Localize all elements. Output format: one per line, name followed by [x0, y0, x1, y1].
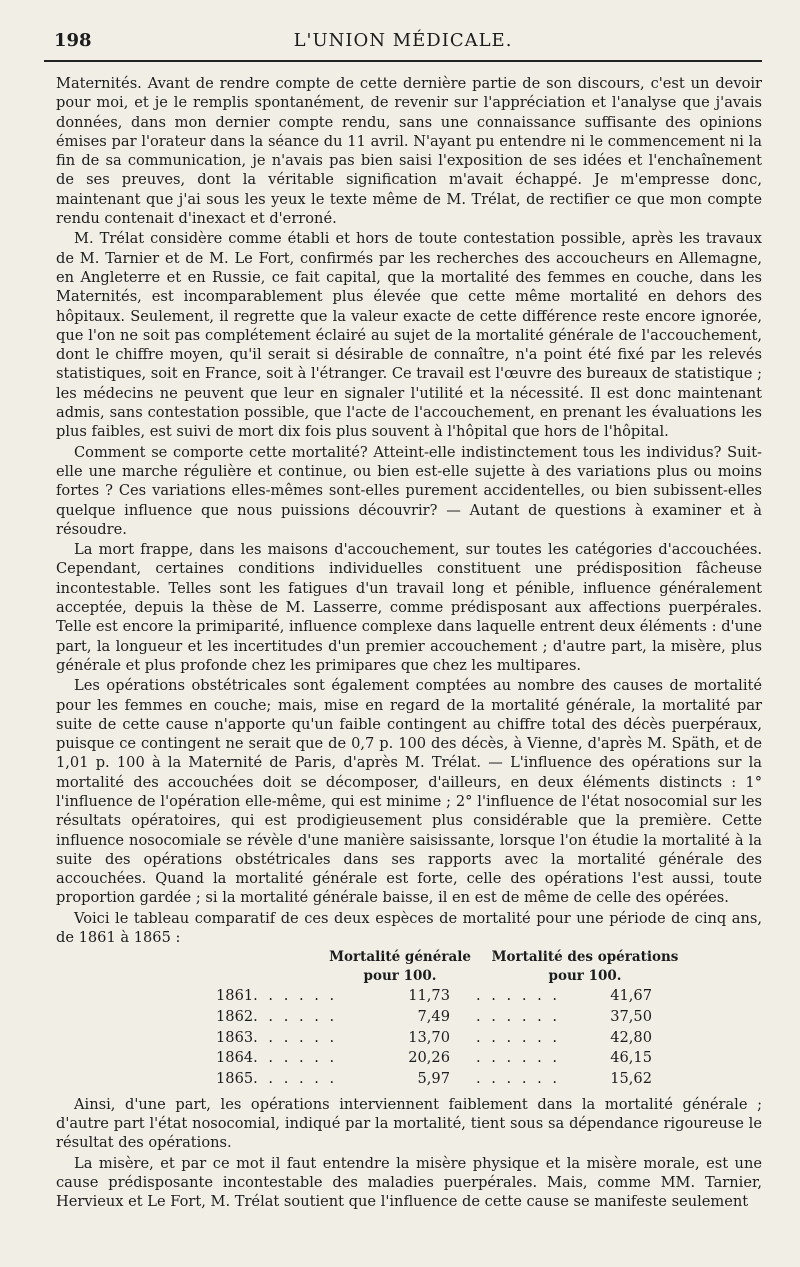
body-text: [56, 74, 762, 1213]
column-unit-general: pour 100.: [363, 968, 437, 985]
paragraph: La mort frappe, dans les maisons d'accouchement, sur toutes les catégories d'accouchées. Cependant, certaines conditions individuelles constituent une prédisposition fâcheuse incontestable. Telles sont les fatigues d'un travail long et pénible, influence généralement acceptée, depuis la thèse de M. Lasserre, comme prédisposant aux affections puerpérales. Telle est encore la primiparité, influence complexe dans laquelle entrent deux éléments : d'une part, la longueur et les incertitudes d'un premier accouchement ; d'autre part, la misère, plus générale et plus profonde chez les primipares que chez les multipares.: [56, 541, 762, 674]
paragraph: Comment se comporte cette mortalité? Atteint-elle indistinctement tous les individus? Suit-elle une marche régulière et continue, ou bien est-elle sujette à des variations plus ou moins fortes ? Ces variations elles-mêmes sont-elles purement accidentelles, ou bien subissent-elles quelque influence que nous puissions découvrir? — Autant de questions à examiner et à résoudre.: [56, 443, 762, 538]
table-row: [56, 986, 762, 1007]
table-row: [56, 1069, 762, 1090]
running-head: L'UNION MÉDICALE.: [293, 30, 513, 51]
paragraph: Ainsi, d'une part, les opérations interviennent faiblement dans la mortalité générale ; d'autre part l'état nosocomial, indiqué par la mortalité, tient sous sa dépendance rigoureuse le résultat des opérations.: [56, 1095, 762, 1152]
column-header-operations: Mortalité des opérations: [491, 949, 679, 966]
table-row: [56, 1028, 762, 1049]
paragraph: Les opérations obstétricales sont également comptées au nombre des causes de mortalité pour les femmes en couche; mais, mise en regard de la mortalité générale, la mortalité par suite de cette cause n'apporte qu'un faible contingent au chiffre total des décès puerpéraux, puisque ce contingent ne serait que de 0,7 p. 100 des décès, à Vienne, d'après M. Späth, et de 1,01 p. 100 à la Maternité de Paris, d'après M. Trélat. — L'influence des opérations sur la mortalité des accouchées doit se décomposer, d'ailleurs, en deux éléments distincts : 1° l'influence de l'opération elle-même, qui est minime ; 2° l'influence de l'état nosocomial sur les résultats opératoires, qui est prodigieusement plus considérable que la première. Cette influence nosocomiale se révèle d'une manière saisissante, lorsque l'on étudie la mortalité à la suite des opérations obstétricales dans ses rapports avec la mortalité générale des accouchées. Quand la mortalité générale est forte, celle des opérations l'est aussi, toute proportion gardée ; si la mortalité générale baisse, il en est de même de celle des opérées.: [56, 677, 762, 907]
column-unit-operations: pour 100.: [548, 968, 622, 985]
row-operations-value: 15,62: [610, 1070, 652, 1088]
row-leader-dots: . . . . . .: [253, 1049, 338, 1067]
table-row: [56, 1048, 762, 1069]
row-leader-dots: . . . . . .: [476, 1070, 561, 1088]
row-leader-dots: . . . . . .: [476, 987, 561, 1005]
row-general-value: 5,97: [417, 1070, 450, 1088]
row-year: 1865: [216, 1070, 254, 1088]
paragraph: Voici le tableau comparatif de ces deux espèces de mortalité pour une période de cinq ans, de 1861 à 1865 :: [56, 909, 762, 947]
row-year: 1862: [216, 1008, 254, 1026]
page-number: 198: [54, 30, 92, 51]
table-row: [56, 1007, 762, 1028]
row-year: 1861: [216, 987, 254, 1005]
row-leader-dots: . . . . . .: [476, 1008, 561, 1026]
paragraph: Maternités. Avant de rendre compte de cette dernière partie de son discours, c'est un devoir pour moi, et je le remplis spontanément, de revenir sur l'appréciation et l'analyse que j'avais données, dans mon dernier compte rendu, sans une connaissance suffisante des opinions émises par l'orateur dans la séance du 11 avril. N'ayant pu entendre ni le commencement ni la fin de sa communication, je n'avais pas bien saisi l'exposition de ses idées et l'enchaînement de ses preuves, dont la véritable signification m'avait échappé. Je m'empresse donc, maintenant que j'ai sous les yeux le texte même de M. Trélat, de rectifier ce que mon compte rendu contenait d'inexact et d'erroné.: [56, 75, 762, 228]
row-leader-dots: . . . . . .: [476, 1028, 561, 1046]
row-leader-dots: . . . . . .: [253, 1070, 338, 1088]
page-header: [44, 26, 762, 62]
row-general-value: 11,73: [408, 987, 450, 1005]
paragraph: M. Trélat considère comme établi et hors de toute contestation possible, après les travaux de M. Tarnier et de M. Le Fort, confirmés par les recherches des accoucheurs en Allemagne, en Angleterre et en Russie, ce fait capital, que la mortalité des femmes en couche, dans les Maternités, est incomparablement plus élevée que cette même mortalité en dehors des hôpitaux. Seulement, il regrette que la valeur exacte de cette différence reste encore ignorée, que l'on ne soit pas complétement éclairé au sujet de la mortalité générale de l'accouchement, dont le chiffre moyen, qu'il serait si désirable de connaître, n'a point été fixé par les relevés statistiques, soit en France, soit à l'étranger. Ce travail est l'œuvre des bureaux de statistique ; les médecins ne peuvent que leur en signaler l'utilité et la nécessité. Il est donc maintenant admis, sans contestation possible, que l'acte de l'accouchement, en prenant les évaluations les plus faibles, est suivi de mort dix fois plus souvent à l'hôpital que hors de l'hôpital.: [56, 230, 762, 441]
row-operations-value: 46,15: [610, 1049, 652, 1067]
row-leader-dots: . . . . . .: [253, 1028, 338, 1046]
row-leader-dots: . . . . . .: [253, 987, 338, 1005]
row-general-value: 20,26: [408, 1049, 450, 1067]
row-leader-dots: . . . . . .: [253, 1008, 338, 1026]
row-operations-value: 37,50: [610, 1008, 652, 1026]
row-operations-value: 42,80: [610, 1028, 652, 1046]
row-leader-dots: . . . . . .: [476, 1049, 561, 1067]
row-general-value: 7,49: [417, 1008, 450, 1026]
row-year: 1863: [216, 1028, 254, 1046]
table-header-units: [56, 967, 762, 986]
table-header: [56, 948, 762, 967]
column-header-general: Mortalité générale: [329, 949, 471, 966]
row-general-value: 13,70: [408, 1028, 450, 1046]
paragraph: La misère, et par ce mot il faut entendre la misère physique et la misère morale, est une cause prédisposante incontestable des maladies puerpérales. Mais, comme MM. Tarnier, Hervieux et Le Fort, M. Trélat soutient que l'influence de cette cause se manifeste seulement: [56, 1154, 762, 1211]
row-operations-value: 41,67: [610, 987, 652, 1005]
mortality-table: [56, 948, 762, 1090]
row-year: 1864: [216, 1049, 254, 1067]
